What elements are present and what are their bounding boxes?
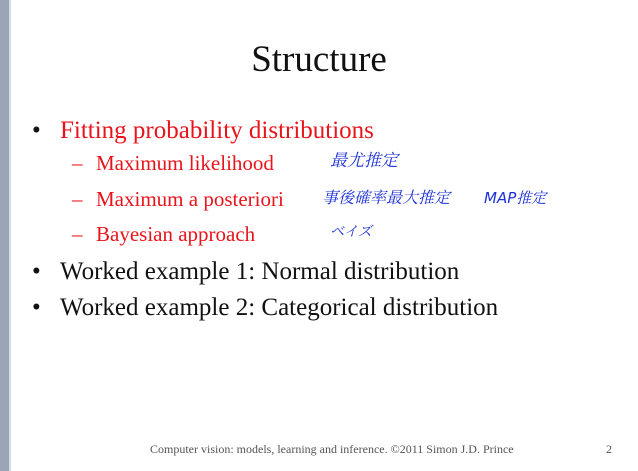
bullet-glyph: • [32,117,41,144]
sub-item-1 [72,150,274,176]
bullet-glyph: • [32,294,41,321]
bullet-item-2 [32,257,459,287]
bullet-item-3 [32,293,498,323]
slide-footer: Computer vision: models, learning and inference. ©2011 Simon J.D. Prince [150,442,514,456]
page-number: 2 [606,442,612,456]
bullet-text: Fitting probability distributions [60,117,374,144]
bullet-text: Worked example 2: Categorical distribution [60,294,499,321]
sub-item-text: Maximum a posteriori [96,187,284,211]
dash-glyph: – [72,151,83,175]
bullet-glyph: • [32,258,41,285]
handwritten-annotation-2: 事後確率最大推定 [322,188,451,207]
sub-item-text: Maximum likelihood [96,151,274,175]
handwritten-annotation-1: 最尤推定 [330,151,398,171]
sub-item-text: Bayesian approach [96,222,256,246]
dash-glyph: – [72,222,83,246]
bullet-text: Worked example 1: Normal distribution [60,258,460,285]
handwritten-annotation-3: MAP推定 [484,189,547,207]
dash-glyph: – [72,187,83,211]
sub-item-2 [72,186,284,212]
handwritten-annotation-4: ベイズ [330,224,372,240]
slide-title: Structure [251,39,387,80]
bullet-item-1 [32,116,374,146]
sub-item-3 [72,221,255,247]
